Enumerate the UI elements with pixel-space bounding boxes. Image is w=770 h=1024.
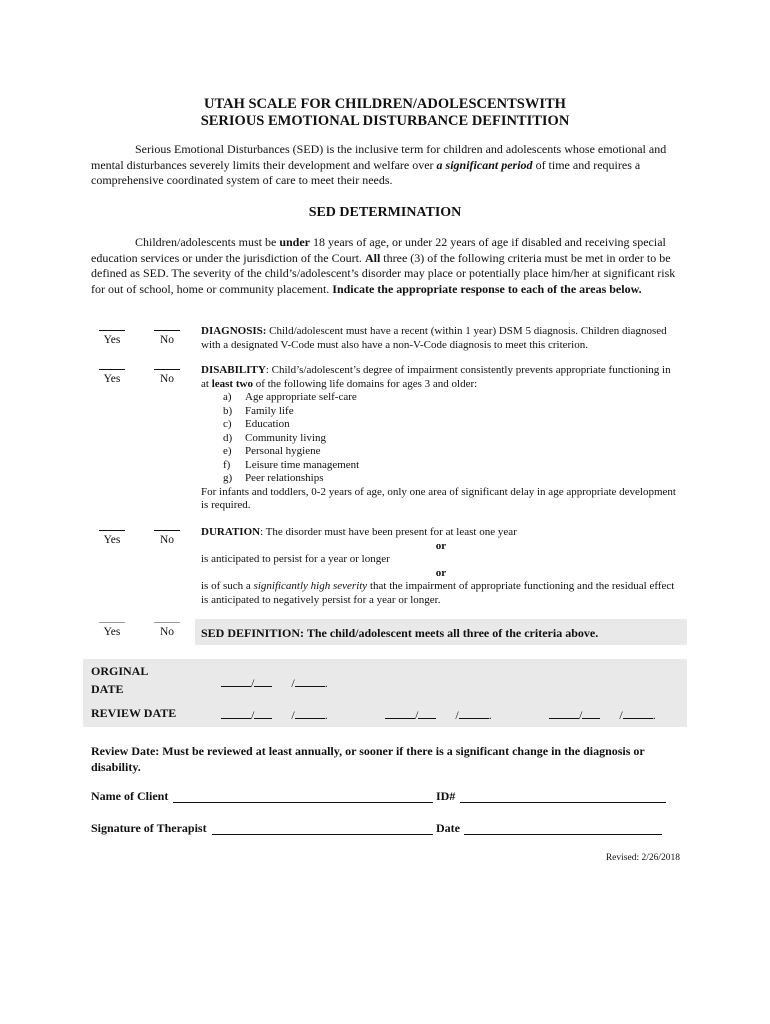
slash: / <box>455 708 459 722</box>
id-label: ID# <box>436 789 456 803</box>
det-text-a: Children/adolescents must be <box>135 235 280 249</box>
intro-emphasis: a significant period <box>436 157 533 172</box>
domain-text: Peer relationships <box>245 472 324 484</box>
yes-label: Yes <box>103 626 121 638</box>
domain-text: Leisure time management <box>245 458 360 471</box>
original-date-label-1: ORGINAL <box>91 664 149 678</box>
diagnosis-text: Child/adolescent must have a recent (within 1 year) DSM 5 diagnosis. Children diagnosed with a designated V-Code must also have a non-V-Code diagnosis to meet this criterion. <box>201 325 667 351</box>
diagnosis-yes-checkbox[interactable] <box>95 330 129 346</box>
life-domain-list <box>201 391 681 486</box>
duration-no-checkbox[interactable] <box>150 530 184 546</box>
domain-letter: e) <box>223 445 232 457</box>
slash: / <box>251 708 255 722</box>
det-all: All <box>364 250 381 265</box>
life-domain-item <box>201 432 681 446</box>
no-label: No <box>159 626 175 638</box>
yes-label: Yes <box>103 334 121 346</box>
original-date-field[interactable] <box>221 674 328 691</box>
dot: . <box>652 708 656 722</box>
yes-label: Yes <box>103 534 121 546</box>
life-domain-item <box>201 405 681 419</box>
duration-yes-checkbox[interactable] <box>95 530 129 546</box>
date-label: Date <box>436 821 460 835</box>
sed-definition <box>201 626 598 641</box>
date-field[interactable] <box>464 834 662 835</box>
det-text-b: 18 years of age, or under 22 years of age if disabled and receiving special education services or under the jurisdiction of the Court. <box>91 235 666 265</box>
yes-label: Yes <box>103 373 121 385</box>
disability-criterion <box>201 364 681 513</box>
review-date-label: REVIEW DATE <box>91 706 177 720</box>
intro-paragraph <box>91 142 683 189</box>
disability-yes-checkbox[interactable] <box>95 369 129 385</box>
original-date-label-2: DATE <box>91 682 124 696</box>
duration-line2: is anticipated to persist for a year or longer <box>201 553 390 565</box>
review-date-field-3[interactable] <box>549 706 656 723</box>
or-separator: or <box>435 566 447 579</box>
duration-line3-b: that the impairment of appropriate functioning and the residual effect is anticipated to negatively persist for a year or longer. <box>201 580 675 606</box>
determination-paragraph <box>91 235 683 297</box>
disability-text-a: : Child’s/adolescent’s degree of impairment consistently prevents appropriate functioning in at <box>201 364 671 390</box>
duration-text: : The disorder must have been present for at least one year <box>260 526 517 538</box>
slash: / <box>579 708 583 722</box>
definition-label: SED DEFINITION: <box>201 626 305 640</box>
signature-label: Signature of Therapist <box>91 821 207 835</box>
domain-text: Family life <box>245 404 294 417</box>
page-title-line1: UTAH SCALE FOR CHILDREN/ADOLESCENTSWITH <box>204 96 566 112</box>
client-name-field[interactable] <box>173 802 433 803</box>
diagnosis-label: DIAGNOSIS: <box>201 325 267 337</box>
det-instruction: Indicate the appropriate response to each of the areas below. <box>332 281 642 296</box>
domain-letter: b) <box>223 404 233 417</box>
review-date-field-1[interactable] <box>221 706 328 723</box>
domain-letter: a) <box>223 391 232 403</box>
review-date-field-2[interactable] <box>385 706 492 723</box>
no-label: No <box>159 373 175 385</box>
duration-label: DURATION <box>201 526 261 538</box>
client-name-label: Name of Client <box>91 789 169 803</box>
domain-letter: c) <box>223 418 232 430</box>
signature-field[interactable] <box>212 834 433 835</box>
no-label: No <box>159 334 175 346</box>
duration-line3-a: is of such a <box>201 580 254 592</box>
revised-date: Revised: 2/26/2018 <box>605 853 680 863</box>
slash: / <box>415 708 419 722</box>
page-title-line2: SERIOUS EMOTIONAL DISTURBANCE DEFINTITION <box>200 113 570 129</box>
domain-letter: d) <box>223 431 233 444</box>
disability-least-two: least two <box>211 377 253 390</box>
intro-text-b: of time and requires a comprehensive coordinated system of care to meet their needs. <box>91 157 641 187</box>
det-text-c: three (3) of the following criteria must be met in order to be defined as SED. The severity of the child’s/adolescent’s disorder may place or potentially place him/her at significant risk for out of school, home or community placement. <box>91 250 676 296</box>
sed-determination-heading: SED DETERMINATION <box>308 205 462 220</box>
diagnosis-criterion <box>201 325 681 352</box>
disability-no-checkbox[interactable] <box>150 369 184 385</box>
domain-text: Age appropriate self-care <box>245 391 357 403</box>
domain-text: Personal hygiene <box>245 445 321 457</box>
duration-criterion <box>201 526 681 607</box>
life-domain-item <box>201 472 681 486</box>
life-domain-item <box>201 459 681 473</box>
slash: / <box>619 708 623 722</box>
domain-text: Education <box>245 418 290 430</box>
life-domain-item <box>201 445 681 459</box>
slash: / <box>251 676 255 690</box>
disability-label: DISABILITY <box>201 364 266 376</box>
life-domain-item <box>201 391 681 405</box>
definition-text: The child/adolescent meets all three of the criteria above. <box>304 626 599 640</box>
life-domain-item <box>201 418 681 432</box>
review-note: Review Date: Must be reviewed at least annually, or sooner if there is a significant change in the diagnosis or disability. <box>91 744 645 774</box>
no-label: No <box>159 534 175 546</box>
disability-text-b: of the following life domains for ages 3 and older: <box>252 377 478 390</box>
diagnosis-no-checkbox[interactable] <box>150 330 184 346</box>
dot: . <box>324 708 328 722</box>
id-field[interactable] <box>460 802 666 803</box>
dot: . <box>324 676 328 690</box>
dot: . <box>488 708 492 722</box>
intro-text-a: Serious Emotional Disturbances (SED) is the inclusive term for children and adolescents whose emotional and mental disturbances severely limits their development and welfare over <box>91 142 667 172</box>
definition-yes-checkbox[interactable] <box>95 622 129 638</box>
domain-letter: g) <box>223 472 233 484</box>
definition-no-checkbox[interactable] <box>150 622 184 638</box>
slash: / <box>291 676 295 690</box>
infants-note: For infants and toddlers, 0-2 years of age, only one area of significant delay in age appropriate development is required. <box>201 485 676 511</box>
det-under: under <box>279 235 310 249</box>
or-separator: or <box>435 539 447 552</box>
domain-text: Community living <box>245 431 326 444</box>
duration-emphasis: significantly high severity <box>253 580 368 592</box>
slash: / <box>291 708 295 722</box>
domain-letter: f) <box>223 458 231 471</box>
